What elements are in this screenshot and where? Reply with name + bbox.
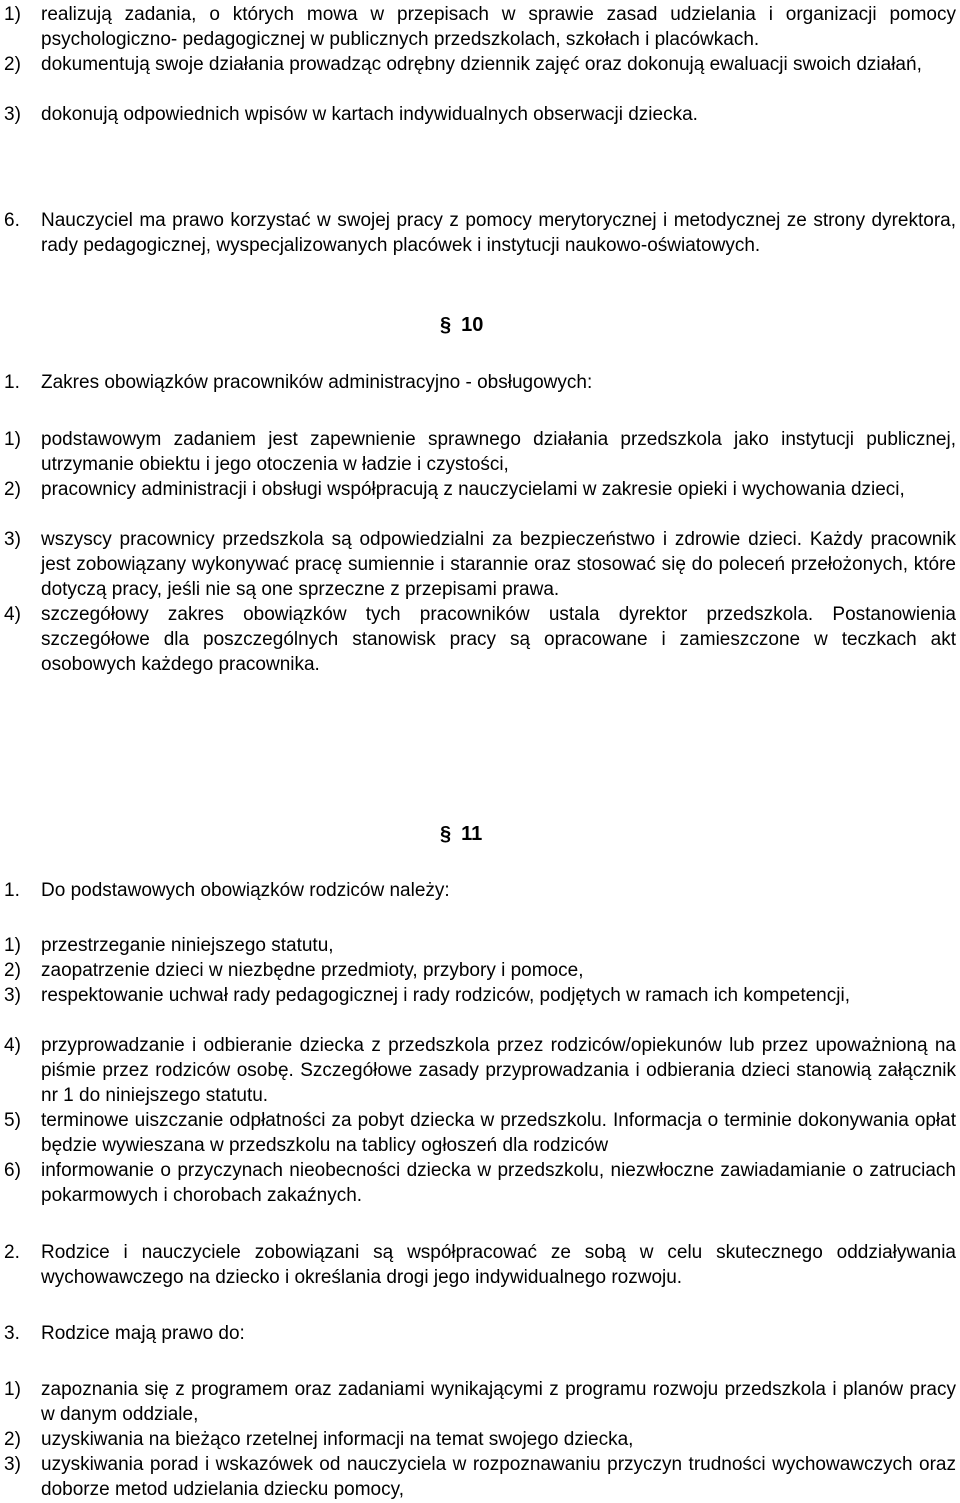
- item-text: zaopatrzenie dzieci w niezbędne przedmioty, przybory i pomoce,: [41, 960, 584, 981]
- list-item: [4, 983, 956, 1008]
- item-text: wszyscy pracownicy przedszkola są odpowiedzialni za bezpieczeństwo i zdrowie dzieci. Każdy pracownik jest zobowiązany wykonywać pracę sumiennie i starannie oraz stosować się do poleceń przełożonych, które dotyczą pracy, jeśli nie są one sprzeczne z przepisami prawa.: [41, 529, 956, 600]
- item-text: dokumentują swoje działania prowadząc odrębny dziennik zajęć oraz dokonują ewaluacji swoich działań,: [41, 54, 922, 75]
- section-symbol: §: [440, 314, 452, 336]
- paragraph-6: [4, 208, 956, 258]
- list-item: [4, 527, 956, 602]
- item-number: 3): [4, 985, 21, 1006]
- list-item: [4, 933, 956, 958]
- item-number: 1): [4, 429, 21, 450]
- list-item: [4, 52, 956, 77]
- section-number: 11: [461, 823, 483, 845]
- paragraph-text: Zakres obowiązków pracowników administracyjno - obsługowych:: [41, 372, 593, 393]
- section-symbol: §: [440, 823, 452, 845]
- list-item: [4, 102, 956, 127]
- item-number: 5): [4, 1110, 21, 1131]
- item-text: uzyskiwania na bieżąco rzetelnej informacji na temat swojego dziecka,: [41, 1429, 634, 1450]
- item-text: zapoznania się z programem oraz zadaniami wynikającymi z programu rozwoju przedszkola i planów pracy w danym oddziale,: [41, 1379, 956, 1425]
- item-text: przestrzeganie niniejszego statutu,: [41, 935, 334, 956]
- item-number: 2): [4, 479, 21, 500]
- paragraph-text: Rodzice mają prawo do:: [41, 1323, 245, 1344]
- section-11-point-3: [4, 1321, 956, 1346]
- list-item: [4, 1033, 956, 1108]
- list-item: [4, 2, 956, 52]
- list-item: [4, 1108, 956, 1158]
- item-text: szczegółowy zakres obowiązków tych pracowników ustala dyrektor przedszkola. Postanowienia szczegółowe dla poszczególnych stanowisk pracy są opracowane i zamieszczone w teczkach akt osobowych każdego pracownika.: [41, 604, 956, 675]
- paragraph-number: 6.: [4, 210, 20, 231]
- item-text: uzyskiwania porad i wskazówek od nauczyciela w rozpoznawaniu przyczyn trudności wychowawczych oraz doborze metod udzielania dziecku pomocy,: [41, 1454, 956, 1500]
- section-11-point-1: [4, 878, 956, 903]
- paragraph-number: 3.: [4, 1323, 20, 1344]
- item-number: 1): [4, 1379, 21, 1400]
- item-number: 3): [4, 1454, 21, 1475]
- item-number: 3): [4, 104, 21, 125]
- list-item: [4, 1427, 956, 1452]
- item-number: 2): [4, 960, 21, 981]
- list-item: [4, 1158, 956, 1208]
- paragraph-number: 1.: [4, 880, 20, 901]
- list-item: [4, 602, 956, 677]
- paragraph-text: Rodzice i nauczyciele zobowiązani są współpracować ze sobą w celu skutecznego oddziaływania wychowawczego na dziecko i określania drogi jego indywidualnego rozwoju.: [41, 1242, 956, 1288]
- item-text: respektowanie uchwał rady pedagogicznej i rady rodziców, podjętych w ramach ich kompetencji,: [41, 985, 850, 1006]
- list-item: [4, 1377, 956, 1427]
- item-text: pracownicy administracji i obsługi współpracują z nauczycielami w zakresie opieki i wychowania dzieci,: [41, 479, 905, 500]
- list-item: [4, 958, 956, 983]
- paragraph-number: 1.: [4, 372, 20, 393]
- item-number: 4): [4, 604, 21, 625]
- item-number: 4): [4, 1035, 21, 1056]
- item-number: 2): [4, 54, 21, 75]
- item-text: dokonują odpowiednich wpisów w kartach indywidualnych obserwacji dziecka.: [41, 104, 698, 125]
- item-text: przyprowadzanie i odbieranie dziecka z przedszkola przez rodziców/opiekunów lub przez upoważnioną na piśmie przez rodziców osobę. Szczegółowe zasady przyprowadzania i odbierania dzieci stanowią załącznik nr 1 do niniejszego statutu.: [41, 1035, 956, 1106]
- item-text: informowanie o przyczynach nieobecności dziecka w przedszkolu, niezwłoczne zawiadamianie o zatruciach pokarmowych i chorobach zakaźnych.: [41, 1160, 956, 1206]
- item-text: podstawowym zadaniem jest zapewnienie sprawnego działania przedszkola jako instytucji publicznej, utrzymanie obiektu i jego otoczenia w ładzie i czystości,: [41, 429, 956, 475]
- list-item: [4, 427, 956, 477]
- item-number: 2): [4, 1429, 21, 1450]
- item-number: 1): [4, 4, 21, 25]
- section-10-point-1: [4, 370, 956, 395]
- section-11-heading: [440, 822, 482, 847]
- section-number: 10: [461, 314, 484, 336]
- item-number: 3): [4, 529, 21, 550]
- paragraph-number: 2.: [4, 1242, 20, 1263]
- paragraph-text: Do podstawowych obowiązków rodziców należy:: [41, 880, 450, 901]
- section-10-heading: [440, 313, 483, 338]
- paragraph-text: Nauczyciel ma prawo korzystać w swojej pracy z pomocy merytorycznej i metodycznej ze strony dyrektora, rady pedagogicznej, wyspecjalizowanych placówek i instytucji naukowo-oświatowych.: [41, 210, 956, 256]
- item-number: 6): [4, 1160, 21, 1181]
- item-text: realizują zadania, o których mowa w przepisach w sprawie zasad udzielania i organizacji pomocy psychologiczno- pedagogicznej w publicznych przedszkolach, szkołach i placówkach.: [41, 4, 956, 50]
- item-text: terminowe uiszczanie odpłatności za pobyt dziecka w przedszkolu. Informacja o terminie dokonywania opłat będzie wywieszana w przedszkolu na tablicy ogłoszeń dla rodziców: [41, 1110, 956, 1156]
- list-item: [4, 477, 956, 502]
- item-number: 1): [4, 935, 21, 956]
- list-item: [4, 1452, 956, 1502]
- section-11-point-2: [4, 1240, 956, 1290]
